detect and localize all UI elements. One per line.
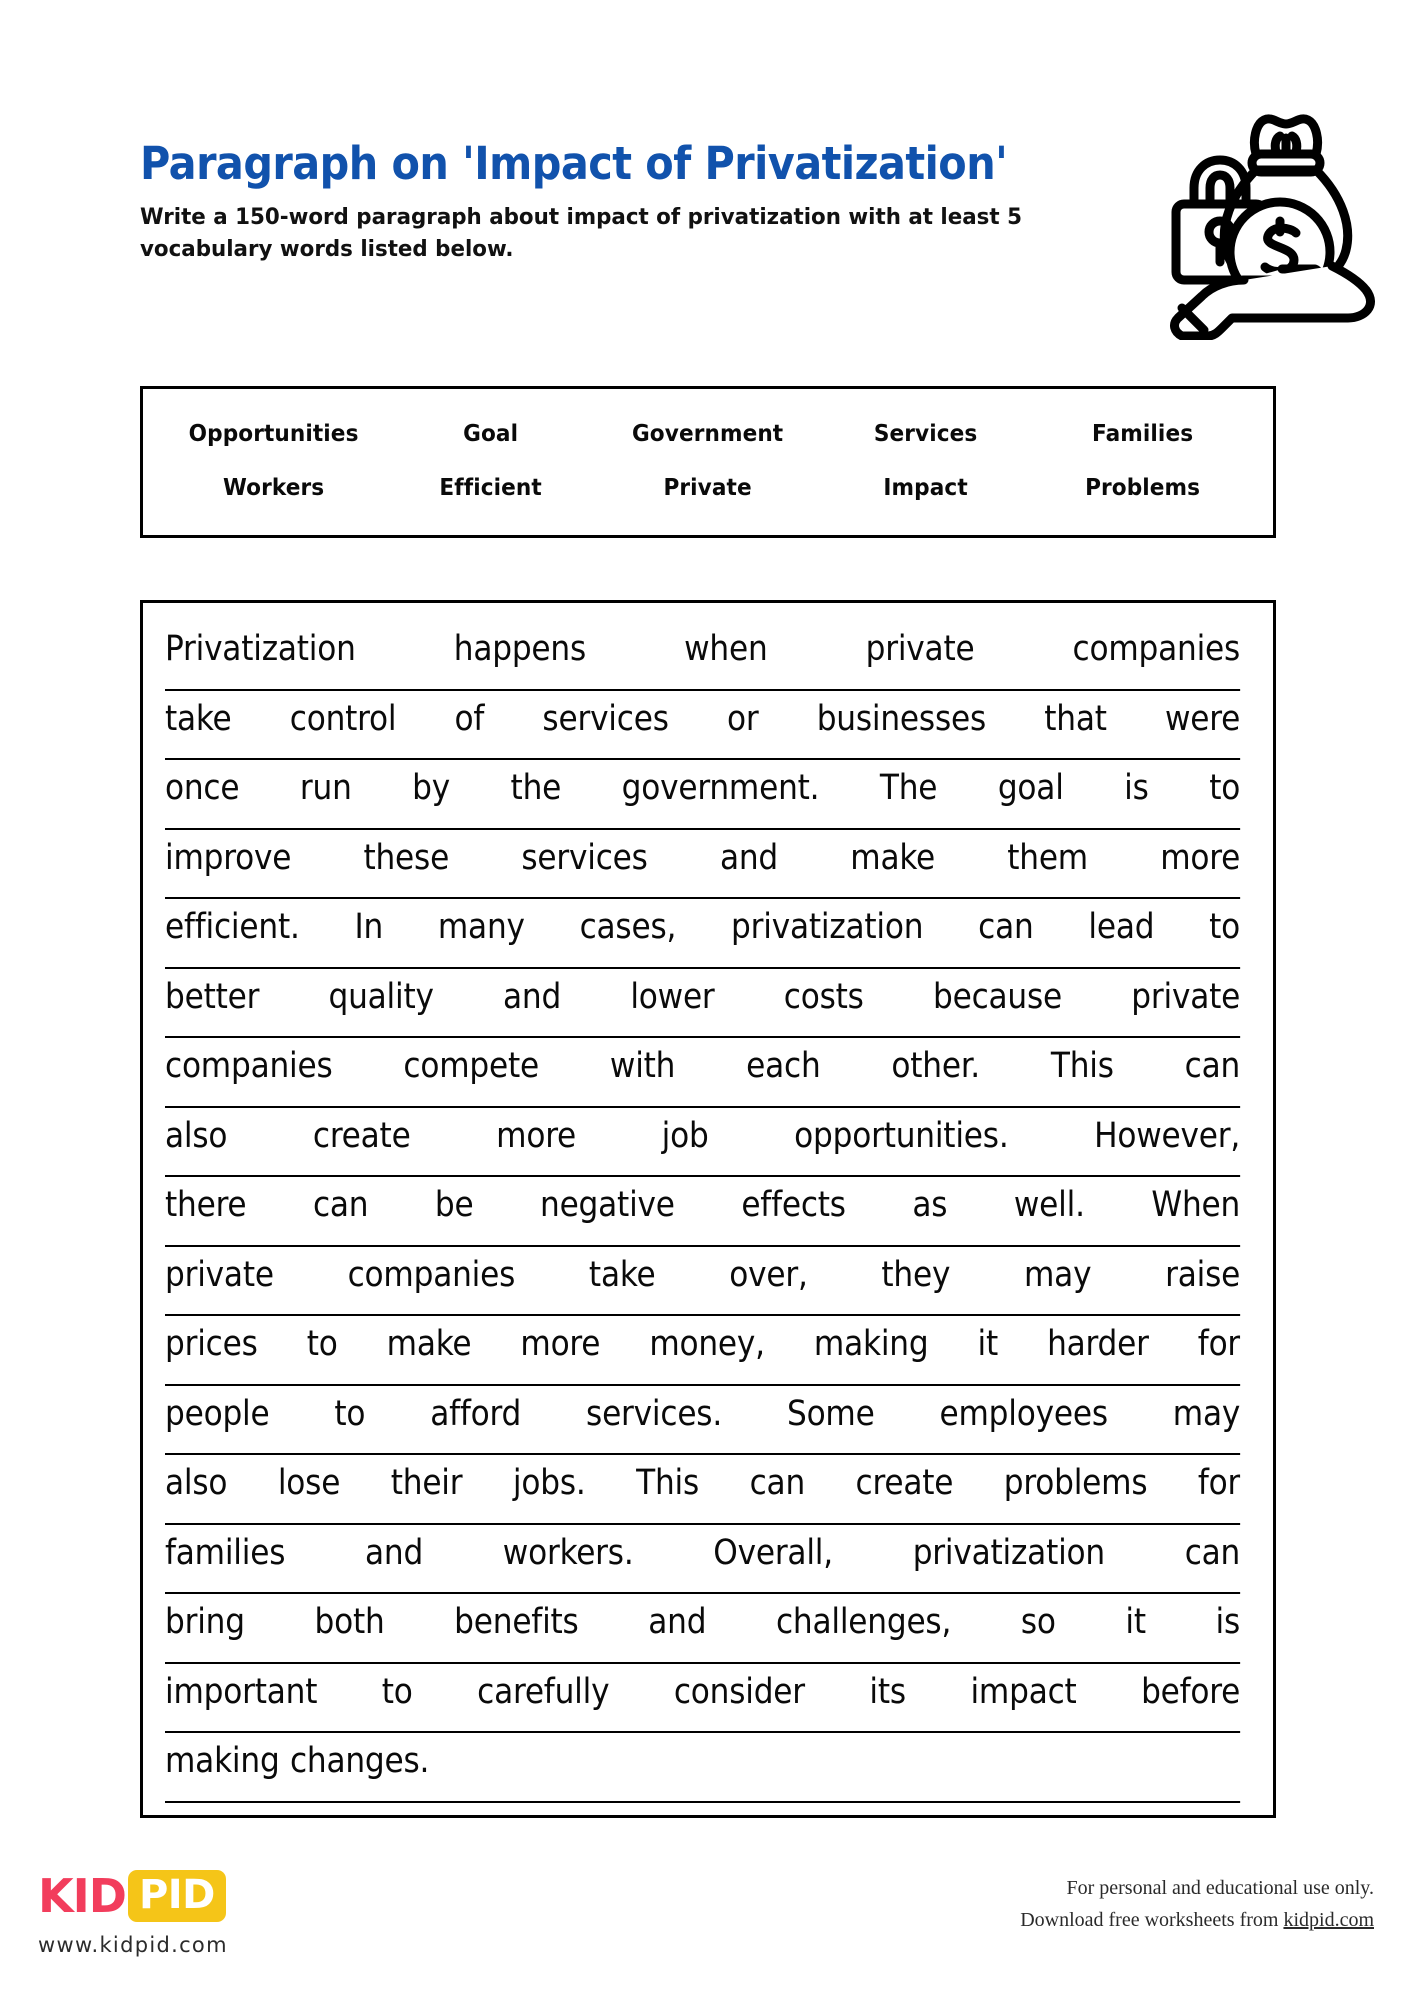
answer-word: Overall, — [713, 1532, 833, 1573]
answer-word: goal — [997, 768, 1064, 808]
answer-word: quality — [328, 976, 434, 1017]
vocabulary-row — [165, 475, 1251, 501]
answer-word: However, — [1094, 1115, 1241, 1156]
answer-word: for — [1197, 1324, 1241, 1364]
answer-line — [165, 760, 1240, 830]
answer-word: Privatization — [165, 629, 356, 669]
worksheet-header — [140, 137, 1140, 266]
answer-word: people — [165, 1393, 270, 1434]
answer-word: create — [855, 1463, 954, 1503]
answer-word: workers. — [502, 1532, 634, 1573]
answer-word: services — [542, 698, 669, 739]
answer-word: privatization — [912, 1532, 1105, 1573]
answer-word: When — [1151, 1185, 1241, 1225]
answer-word: for — [1197, 1463, 1241, 1503]
vocabulary-word: Private — [663, 475, 753, 501]
answer-word: when — [684, 629, 768, 669]
footer-note-line-1: For personal and educational use only. — [1066, 1877, 1374, 1899]
answer-word: it — [1125, 1602, 1146, 1642]
answer-word: by — [412, 768, 451, 808]
answer-word: lose — [277, 1463, 341, 1503]
page-title: Paragraph on 'Impact of Privatization' — [140, 137, 1008, 190]
answer-word: This — [636, 1463, 700, 1503]
answer-line — [165, 691, 1240, 761]
answer-word: making — [813, 1324, 929, 1364]
answer-word: their — [390, 1463, 463, 1503]
answer-word: take — [165, 698, 232, 739]
answer-word: opportunities. — [794, 1115, 1009, 1156]
answer-word: job — [661, 1115, 709, 1156]
answer-word: more — [520, 1324, 601, 1364]
answer-line — [165, 1177, 1240, 1247]
answer-word: privatization — [731, 907, 924, 947]
answer-word: make — [386, 1324, 472, 1364]
answer-line — [165, 830, 1240, 900]
vocabulary-word-bank — [140, 386, 1276, 538]
vocabulary-word: Goal — [463, 421, 519, 447]
answer-word: costs — [783, 976, 864, 1017]
answer-line — [165, 1664, 1240, 1734]
answer-word: improve — [165, 837, 292, 878]
answer-line — [165, 899, 1240, 969]
answer-word: Some — [786, 1393, 875, 1434]
answer-word: companies — [165, 1046, 333, 1086]
answer-word: This — [1050, 1046, 1114, 1086]
answer-word: businesses — [816, 698, 987, 739]
answer-word: both — [314, 1602, 385, 1642]
answer-word: private — [1131, 976, 1241, 1017]
answer-line — [165, 1733, 1240, 1803]
answer-word: these — [363, 837, 450, 878]
answer-word: may — [1172, 1393, 1241, 1434]
answer-word: cases, — [579, 907, 677, 947]
answer-word: to — [1209, 768, 1241, 808]
answer-word: may — [1024, 1254, 1092, 1295]
answer-word: services. — [586, 1393, 723, 1434]
answer-word: well. — [1013, 1185, 1085, 1225]
answer-line — [165, 1594, 1240, 1664]
page-footer — [0, 1850, 1414, 2000]
answer-word: there — [165, 1185, 247, 1225]
answer-word: can — [1184, 1532, 1241, 1573]
logo-kid-text: KID — [38, 1869, 126, 1923]
answer-word: making — [165, 1741, 280, 1781]
answer-word: were — [1165, 698, 1241, 739]
answer-word: it — [977, 1324, 999, 1364]
answer-word: with — [609, 1046, 676, 1086]
answer-word: In — [354, 907, 384, 947]
answer-word: that — [1044, 698, 1107, 739]
answer-word: more — [1160, 837, 1241, 878]
answer-word: employees — [939, 1393, 1108, 1434]
answer-word: to — [306, 1324, 338, 1364]
answer-word: other. — [891, 1046, 980, 1086]
answer-word: effects — [741, 1185, 846, 1225]
answer-word: to — [381, 1671, 413, 1712]
answer-word: lead — [1088, 907, 1155, 947]
answer-word: happens — [453, 629, 587, 669]
answer-word: carefully — [477, 1671, 610, 1712]
answer-word: impact — [970, 1671, 1077, 1712]
vocabulary-word: Government — [632, 421, 784, 447]
answer-word: over, — [729, 1254, 808, 1295]
paragraph-answer-box[interactable] — [140, 600, 1276, 1818]
answer-word: better — [165, 976, 260, 1017]
answer-word: prices — [165, 1324, 258, 1364]
logo-pid-text: PID — [128, 1870, 226, 1922]
answer-word: services — [521, 837, 648, 878]
answer-word: and — [719, 837, 779, 878]
vocabulary-word: Efficient — [439, 475, 543, 501]
vocabulary-word: Services — [873, 421, 977, 447]
answer-word: harder — [1047, 1324, 1149, 1364]
answer-word: once — [165, 768, 240, 808]
answer-word: negative — [540, 1185, 675, 1225]
answer-word: many — [437, 907, 525, 947]
instructions-text: Write a 150-word paragraph about impact of privatization with at least 5 vocabulary words listed below. — [140, 203, 1022, 262]
kidpid-logo — [38, 1868, 228, 1957]
answer-word: changes. — [289, 1741, 430, 1781]
answer-word: and — [364, 1532, 424, 1573]
answer-line — [165, 1386, 1240, 1456]
answer-word: so — [1020, 1602, 1056, 1642]
answer-word: more — [496, 1115, 577, 1156]
answer-word: private — [165, 1254, 274, 1295]
answer-word: take — [588, 1254, 656, 1295]
answer-line — [165, 1038, 1240, 1108]
answer-word: can — [749, 1463, 806, 1503]
answer-word: can — [1184, 1046, 1241, 1086]
footer-note-prefix: Download free worksheets from — [1020, 1909, 1284, 1932]
answer-word: bring — [165, 1602, 245, 1642]
vocabulary-word: Impact — [883, 475, 968, 501]
answer-line — [165, 621, 1240, 691]
hand-holding-money-bag-with-lock-icon — [1152, 100, 1392, 340]
answer-word: is — [1215, 1602, 1241, 1642]
answer-word: them — [1007, 837, 1088, 878]
answer-word: run — [299, 768, 352, 808]
answer-line — [165, 1525, 1240, 1595]
answer-word: of — [454, 698, 485, 739]
vocabulary-row — [165, 421, 1251, 447]
answer-word: benefits — [454, 1602, 579, 1642]
answer-word: problems — [1003, 1463, 1148, 1503]
footer-usage-note — [1020, 1872, 1374, 1937]
answer-word: can — [978, 907, 1034, 947]
answer-word: is — [1124, 768, 1149, 808]
answer-word: lower — [630, 976, 715, 1017]
answer-word: and — [502, 976, 562, 1017]
answer-word: its — [869, 1671, 906, 1712]
answer-word: control — [289, 698, 397, 739]
logo-url-text: www.kidpid.com — [38, 1933, 228, 1957]
answer-word: create — [312, 1115, 411, 1156]
answer-word: raise — [1165, 1254, 1241, 1295]
answer-word: also — [165, 1115, 228, 1156]
vocabulary-word: Problems — [1084, 475, 1200, 501]
kidpid-link[interactable]: kidpid.com — [1283, 1909, 1374, 1932]
answer-line — [165, 1247, 1240, 1317]
answer-word: before — [1141, 1671, 1241, 1712]
answer-word: companies — [347, 1254, 516, 1295]
answer-line — [165, 1316, 1240, 1386]
vocabulary-word: Families — [1091, 421, 1193, 447]
answer-word: afford — [430, 1393, 522, 1434]
answer-word: as — [912, 1185, 948, 1225]
answer-word: money, — [649, 1324, 765, 1364]
answer-word: each — [746, 1046, 821, 1086]
logo-wordmark — [38, 1868, 228, 1924]
answer-word: also — [165, 1463, 228, 1503]
answer-word: to — [1209, 907, 1241, 947]
answer-word: jobs. — [512, 1463, 586, 1503]
answer-word: companies — [1072, 629, 1241, 669]
answer-word: efficient. — [165, 907, 300, 947]
answer-word: because — [932, 976, 1063, 1017]
vocabulary-word: Opportunities — [188, 421, 359, 447]
answer-word: make — [850, 837, 935, 878]
footer-note-line-2 — [1020, 1904, 1374, 1936]
answer-line — [165, 1455, 1240, 1525]
answer-word: can — [312, 1185, 369, 1225]
answer-word: The — [879, 768, 938, 808]
answer-word: or — [726, 698, 759, 739]
answer-line — [165, 1108, 1240, 1178]
answer-word: families — [165, 1532, 286, 1573]
answer-word: important — [165, 1671, 318, 1712]
answer-word: to — [334, 1393, 366, 1434]
answer-word: and — [648, 1602, 707, 1642]
answer-word: government. — [621, 768, 820, 808]
answer-word: compete — [403, 1046, 540, 1086]
answer-word: they — [881, 1254, 951, 1295]
answer-word: the — [510, 768, 562, 808]
answer-word: private — [865, 629, 975, 669]
answer-word: be — [434, 1185, 474, 1225]
answer-word: consider — [673, 1671, 805, 1712]
vocabulary-word: Workers — [222, 475, 325, 501]
answer-word: challenges, — [775, 1602, 952, 1642]
answer-line — [165, 969, 1240, 1039]
